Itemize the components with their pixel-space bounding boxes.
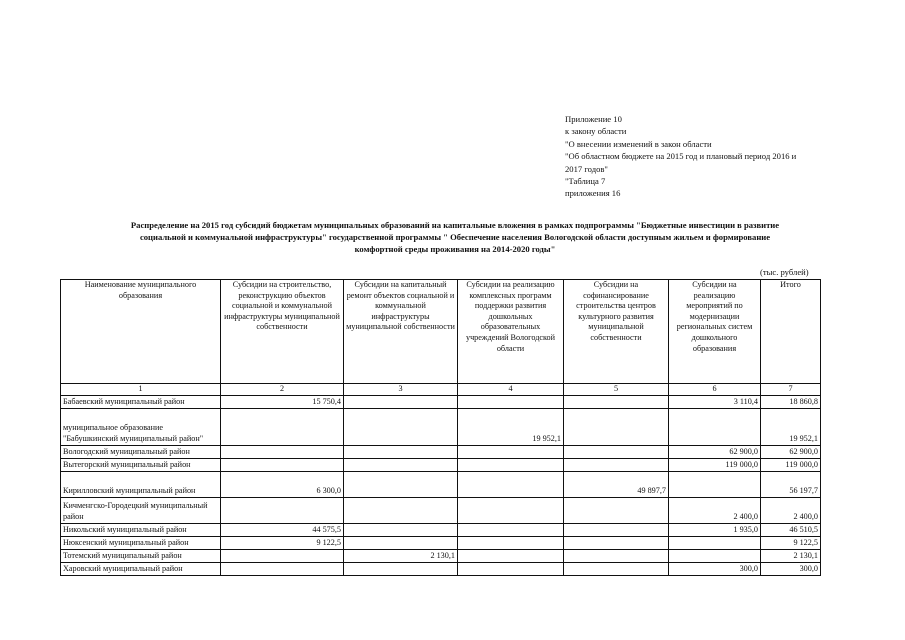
value-cell xyxy=(458,395,564,408)
value-cell xyxy=(344,562,458,575)
value-cell xyxy=(564,408,669,445)
table-row xyxy=(61,445,821,458)
municipality-name-cell: Бабаевский муниципальный район xyxy=(61,395,221,408)
appendix-line: "Об областном бюджете на 2015 год и плановый период 2016 и xyxy=(565,151,797,162)
value-cell xyxy=(458,458,564,471)
value-cell: 3 110,4 xyxy=(669,395,761,408)
title-line: комфортной среды проживания на 2014-2020 годы" xyxy=(354,244,556,254)
municipality-name-cell: Никольский муниципальный район xyxy=(61,523,221,536)
table-body xyxy=(61,395,821,575)
table-row xyxy=(61,458,821,471)
header-cell-modernization: Субсидии на реализацию мероприятий по модернизации региональных систем дошкольного образования xyxy=(669,280,761,384)
appendix-line: к закону области xyxy=(565,126,627,137)
value-cell xyxy=(344,408,458,445)
value-cell: 15 750,4 xyxy=(221,395,344,408)
column-number: 3 xyxy=(344,384,458,396)
value-cell xyxy=(458,497,564,523)
value-cell xyxy=(564,562,669,575)
value-cell xyxy=(669,549,761,562)
municipality-name-cell: Кирилловский муниципальный район xyxy=(61,471,221,497)
value-cell: 62 900,0 xyxy=(669,445,761,458)
value-cell xyxy=(564,549,669,562)
table-row xyxy=(61,408,821,445)
value-cell xyxy=(458,471,564,497)
value-cell xyxy=(458,536,564,549)
value-cell: 119 000,0 xyxy=(761,458,821,471)
value-cell xyxy=(564,445,669,458)
appendix-line: Приложение 10 xyxy=(565,114,622,124)
value-cell xyxy=(564,458,669,471)
municipality-name-cell: Вытегорский муниципальный район xyxy=(61,458,221,471)
value-cell xyxy=(221,458,344,471)
value-cell: 2 400,0 xyxy=(761,497,821,523)
value-cell: 49 897,7 xyxy=(564,471,669,497)
value-cell: 19 952,1 xyxy=(761,408,821,445)
header-cell-name: Наименование муниципального образования xyxy=(61,280,221,384)
column-number: 2 xyxy=(221,384,344,396)
value-cell xyxy=(344,471,458,497)
municipality-name-cell: Харовский муниципальный район xyxy=(61,562,221,575)
value-cell xyxy=(221,497,344,523)
column-number: 6 xyxy=(669,384,761,396)
value-cell xyxy=(344,497,458,523)
value-cell xyxy=(221,562,344,575)
document-title xyxy=(60,219,850,255)
value-cell xyxy=(669,536,761,549)
municipality-name-cell: Нюксенский муниципальный район xyxy=(61,536,221,549)
header-cell-repair: Субсидии на капитальный ремонт объектов социальной и коммунальной инфраструктуры муниципальной собственности xyxy=(344,280,458,384)
header-cell-construction: Субсидии на строительство, реконструкцию объектов социальной и коммунальной инфраструктуры муниципальной собственности xyxy=(221,280,344,384)
value-cell xyxy=(564,395,669,408)
table-row xyxy=(61,395,821,408)
municipality-name-cell: Вологодский муниципальный район xyxy=(61,445,221,458)
value-cell: 18 860,8 xyxy=(761,395,821,408)
value-cell xyxy=(458,562,564,575)
subsidy-table xyxy=(60,279,821,576)
value-cell xyxy=(344,395,458,408)
value-cell xyxy=(344,536,458,549)
table-row xyxy=(61,471,821,497)
value-cell: 1 935,0 xyxy=(669,523,761,536)
value-cell: 19 952,1 xyxy=(458,408,564,445)
appendix-line: приложения 16 xyxy=(565,188,621,199)
value-cell xyxy=(564,497,669,523)
header-cell-culture-centers: Субсидии на софинансирование строительства центров культурного развития муниципальной собственности xyxy=(564,280,669,384)
value-cell: 300,0 xyxy=(761,562,821,575)
header-cell-preschool-programs: Субсидии на реализацию комплексных программ поддержки развития дошкольных образовательных учреждений Вологодской области xyxy=(458,280,564,384)
municipality-name-cell: Тотемский муниципальный район xyxy=(61,549,221,562)
municipality-name-cell: Кичменгско-Городецкий муниципальный район xyxy=(61,497,221,523)
value-cell: 2 130,1 xyxy=(761,549,821,562)
municipality-name-cell: муниципальное образование "Бабушкинский муниципальный район" xyxy=(61,408,221,445)
table-row xyxy=(61,562,821,575)
value-cell: 2 130,1 xyxy=(344,549,458,562)
value-cell: 300,0 xyxy=(669,562,761,575)
table-row xyxy=(61,497,821,523)
value-cell: 6 300,0 xyxy=(221,471,344,497)
value-cell: 56 197,7 xyxy=(761,471,821,497)
column-number: 4 xyxy=(458,384,564,396)
value-cell xyxy=(344,458,458,471)
value-cell xyxy=(458,523,564,536)
value-cell xyxy=(669,408,761,445)
header-row xyxy=(61,280,821,384)
value-cell: 9 122,5 xyxy=(221,536,344,549)
value-cell xyxy=(344,445,458,458)
value-cell xyxy=(344,523,458,536)
appendix-note xyxy=(565,113,796,200)
appendix-line: 2017 годов" xyxy=(565,163,608,174)
column-number: 1 xyxy=(61,384,221,396)
table-row xyxy=(61,523,821,536)
units-label: (тыс. рублей) xyxy=(760,267,809,277)
column-number-row xyxy=(61,384,821,396)
value-cell xyxy=(221,445,344,458)
value-cell xyxy=(564,523,669,536)
value-cell xyxy=(221,408,344,445)
appendix-line: "Таблица 7 xyxy=(565,176,606,187)
value-cell: 2 400,0 xyxy=(669,497,761,523)
title-line: социальной и коммунальной инфраструктуры" государственной программы " Обеспечение населения Вологодской области доступным жильем и формирование xyxy=(139,232,771,242)
value-cell: 62 900,0 xyxy=(761,445,821,458)
header-cell-total: Итого xyxy=(761,280,821,384)
value-cell xyxy=(669,471,761,497)
value-cell: 119 000,0 xyxy=(669,458,761,471)
table-row xyxy=(61,549,821,562)
value-cell xyxy=(221,549,344,562)
value-cell: 44 575,5 xyxy=(221,523,344,536)
value-cell: 9 122,5 xyxy=(761,536,821,549)
table-row xyxy=(61,536,821,549)
value-cell: 46 510,5 xyxy=(761,523,821,536)
column-number: 7 xyxy=(761,384,821,396)
column-number: 5 xyxy=(564,384,669,396)
appendix-line: "О внесении изменений в закон области xyxy=(565,138,712,149)
value-cell xyxy=(458,549,564,562)
value-cell xyxy=(564,536,669,549)
value-cell xyxy=(458,445,564,458)
title-line: Распределение на 2015 год субсидий бюджетам муниципальных образований на капитальные вложения в рамках подпрограммы "Бюджетные инвестиции в развитие xyxy=(130,220,780,230)
